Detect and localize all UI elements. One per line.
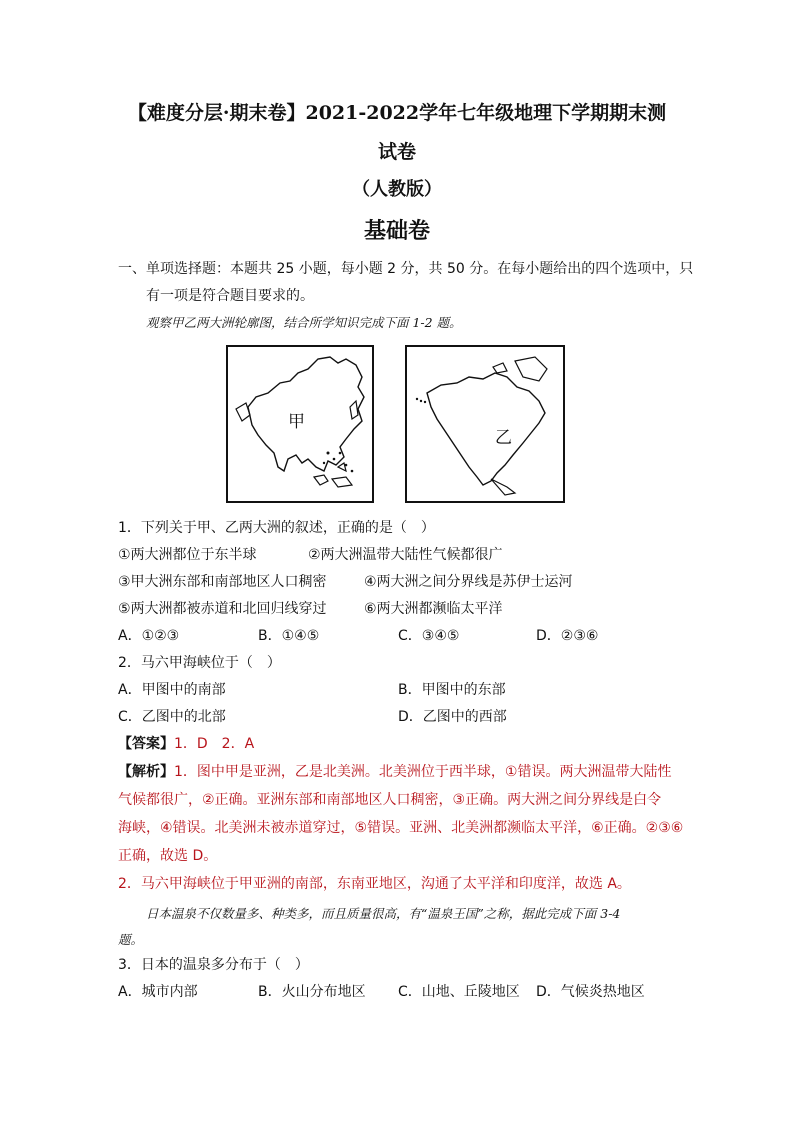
passage-line1: 日本温泉不仅数量多、种类多，而且质量很高，有“温泉王国”之称，据此完成下面 3-4 bbox=[146, 906, 621, 921]
page-title-line1: 【难度分层·期末卷】2021-2022学年七年级地理下学期期末测 bbox=[127, 102, 667, 124]
q1-statement-6: ⑥两大洲都濒临太平洋 bbox=[364, 601, 503, 617]
north-america-label: 乙 bbox=[495, 428, 512, 448]
section1-heading-line2: 有一项是符合题目要求的。 bbox=[146, 288, 314, 304]
q3-option-c: C．山地、丘陵地区 bbox=[398, 984, 520, 1000]
asia-outline-map bbox=[226, 345, 374, 503]
north-america-outline-map bbox=[405, 345, 565, 503]
q3-option-d: D．气候炎热地区 bbox=[536, 984, 645, 1000]
answer-line bbox=[118, 734, 254, 754]
section-title: 基础卷 bbox=[363, 218, 430, 244]
q1-statement-3: ③甲大洲东部和南部地区人口稠密 bbox=[118, 574, 327, 590]
analysis-text-line1: 1．图中甲是亚洲，乙是北美洲。北美洲位于西半球，①错误。两大洲温带大陆性 bbox=[174, 764, 672, 780]
q2-stem: 2．马六甲海峡位于（ ） bbox=[118, 655, 281, 671]
q3-option-b: B．火山分布地区 bbox=[258, 984, 366, 1000]
maps-intro: 观察甲乙两大洲轮廓图，结合所学知识完成下面 1-2 题。 bbox=[146, 315, 462, 330]
answer-text: 1．D 2．A bbox=[174, 736, 255, 752]
north-america-outline-icon bbox=[407, 347, 563, 501]
q1-statement-4: ④两大洲之间分界线是苏伊士运河 bbox=[364, 574, 573, 590]
q3-option-a: A．城市内部 bbox=[118, 984, 198, 1000]
page-subtitle-edition: （人教版） bbox=[352, 179, 442, 200]
q1-option-d: D．②③⑥ bbox=[536, 628, 599, 644]
analysis-text-line2: 气候都很广，②正确。亚洲东部和南部地区人口稠密，③正确。两大洲之间分界线是白令 bbox=[118, 792, 662, 808]
q1-stem: 1．下列关于甲、乙两大洲的叙述，正确的是（ ） bbox=[118, 520, 435, 536]
analysis-line1 bbox=[118, 762, 671, 782]
page-title-line2: 试卷 bbox=[377, 141, 416, 163]
passage-line2: 题。 bbox=[118, 932, 144, 947]
q2-option-c: C．乙图中的北部 bbox=[118, 709, 226, 725]
answer-label: 【答案】 bbox=[118, 736, 174, 752]
analysis-text-line5: 2．马六甲海峡位于甲亚洲的南部，东南亚地区，沟通了太平洋和印度洋，故选 A。 bbox=[118, 876, 631, 892]
q1-statement-5: ⑤两大洲都被赤道和北回归线穿过 bbox=[118, 601, 327, 617]
asia-label: 甲 bbox=[288, 412, 305, 432]
q3-stem: 3．日本的温泉多分布于（ ） bbox=[118, 957, 309, 973]
analysis-text-line3: 海峡，④错误。北美洲未被赤道穿过，⑤错误。亚洲、北美洲都濒临太平洋，⑥正确。②③⑥ bbox=[118, 820, 684, 836]
section1-heading-line1: 一、单项选择题：本题共 25 小题，每小题 2 分，共 50 分。在每小题给出的四个选项中，只 bbox=[118, 261, 694, 277]
q1-option-c: C．③④⑤ bbox=[398, 628, 460, 644]
q2-option-d: D．乙图中的西部 bbox=[398, 709, 507, 725]
q1-option-a: A．①②③ bbox=[118, 628, 180, 644]
q1-statement-2: ②两大洲温带大陆性气候都很广 bbox=[308, 547, 503, 563]
q1-statement-1: ①两大洲都位于东半球 bbox=[118, 547, 257, 563]
analysis-label: 【解析】 bbox=[118, 764, 174, 780]
q1-option-b: B．①④⑤ bbox=[258, 628, 320, 644]
q2-option-a: A．甲图中的南部 bbox=[118, 682, 226, 698]
q2-option-b: B．甲图中的东部 bbox=[398, 682, 506, 698]
analysis-text-line4: 正确，故选 D。 bbox=[118, 848, 218, 864]
